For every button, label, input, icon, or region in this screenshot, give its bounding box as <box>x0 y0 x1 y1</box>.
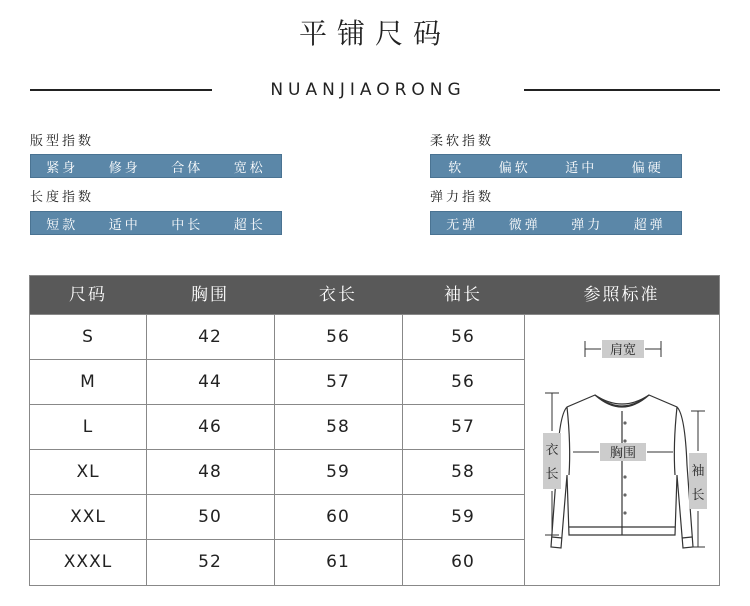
header-chest: 胸围 <box>191 285 229 305</box>
cell-chest: 48 <box>198 462 222 482</box>
cell-length: 59 <box>326 462 350 482</box>
table-row <box>30 449 524 495</box>
page-title: 平铺尺码 <box>298 17 451 50</box>
cell-chest: 46 <box>198 417 222 437</box>
column-divider <box>146 314 147 585</box>
length-label-top: 衣 <box>545 443 559 458</box>
cell-size: M <box>80 372 96 392</box>
elasticity-index-bar <box>430 211 682 235</box>
elasticity-option: 微弹 <box>508 217 541 233</box>
size-table <box>29 275 720 586</box>
table-row <box>30 494 524 540</box>
shoulder-label: 肩宽 <box>609 343 637 358</box>
header-sleeve: 袖长 <box>444 285 482 305</box>
cell-sleeve: 57 <box>451 417 475 437</box>
cell-length: 56 <box>326 327 350 347</box>
softness-index-label: 柔软指数 <box>430 134 495 149</box>
cardigan-measurement-diagram <box>525 315 719 585</box>
softness-option: 软 <box>448 160 465 176</box>
column-divider <box>274 314 275 585</box>
table-header <box>30 276 719 314</box>
length-index-label: 长度指数 <box>30 190 95 205</box>
cell-length: 57 <box>326 372 350 392</box>
reference-diagram-cell <box>525 314 719 586</box>
cell-sleeve: 56 <box>451 327 475 347</box>
header-size: 尺码 <box>69 285 107 305</box>
cell-sleeve: 59 <box>451 507 475 527</box>
softness-option: 适中 <box>565 160 598 176</box>
cell-size: XL <box>76 462 100 482</box>
cell-size: XXL <box>70 507 106 527</box>
softness-option: 偏软 <box>498 160 531 176</box>
chest-label: 胸围 <box>609 446 637 461</box>
length-option: 超长 <box>233 217 266 233</box>
cell-length: 61 <box>326 552 350 572</box>
cell-chest: 42 <box>198 327 222 347</box>
cell-sleeve: 56 <box>451 372 475 392</box>
cell-size: L <box>82 417 94 437</box>
cell-size: XXXL <box>63 552 113 572</box>
elasticity-option: 无弹 <box>446 217 479 233</box>
length-option: 短款 <box>46 217 79 233</box>
fit-index-label: 版型指数 <box>30 134 95 149</box>
header-reference: 参照标准 <box>583 285 660 305</box>
cell-chest: 50 <box>198 507 222 527</box>
elasticity-index-label: 弹力指数 <box>430 190 495 205</box>
divider-left <box>30 89 212 91</box>
elasticity-option: 超弹 <box>633 217 666 233</box>
length-index-bar <box>30 211 282 235</box>
brand-subtitle: NUANJIAORONG <box>270 80 466 100</box>
table-row <box>30 539 524 585</box>
header-length: 衣长 <box>319 285 357 305</box>
fit-index-bar <box>30 154 282 178</box>
cell-sleeve: 60 <box>451 552 475 572</box>
softness-index-bar <box>430 154 682 178</box>
length-option: 中长 <box>171 217 204 233</box>
elasticity-option: 弹力 <box>571 217 604 233</box>
softness-option: 偏硬 <box>631 160 664 176</box>
fit-option: 修身 <box>108 160 141 176</box>
sleeve-label-top: 袖 <box>691 464 705 479</box>
cell-length: 58 <box>326 417 350 437</box>
cell-sleeve: 58 <box>451 462 475 482</box>
cell-size: S <box>82 327 94 347</box>
fit-option: 宽松 <box>233 160 266 176</box>
divider-right <box>524 89 720 91</box>
cell-length: 60 <box>326 507 350 527</box>
table-row <box>30 404 524 450</box>
table-row <box>30 314 524 360</box>
cell-chest: 52 <box>198 552 222 572</box>
length-option: 适中 <box>108 217 141 233</box>
length-label-bottom: 长 <box>545 467 559 482</box>
table-row <box>30 359 524 405</box>
sleeve-label-bottom: 长 <box>691 488 705 503</box>
column-divider <box>402 314 403 585</box>
fit-option: 合体 <box>171 160 204 176</box>
fit-option: 紧身 <box>46 160 79 176</box>
subtitle-row <box>30 78 720 102</box>
cell-chest: 44 <box>198 372 222 392</box>
